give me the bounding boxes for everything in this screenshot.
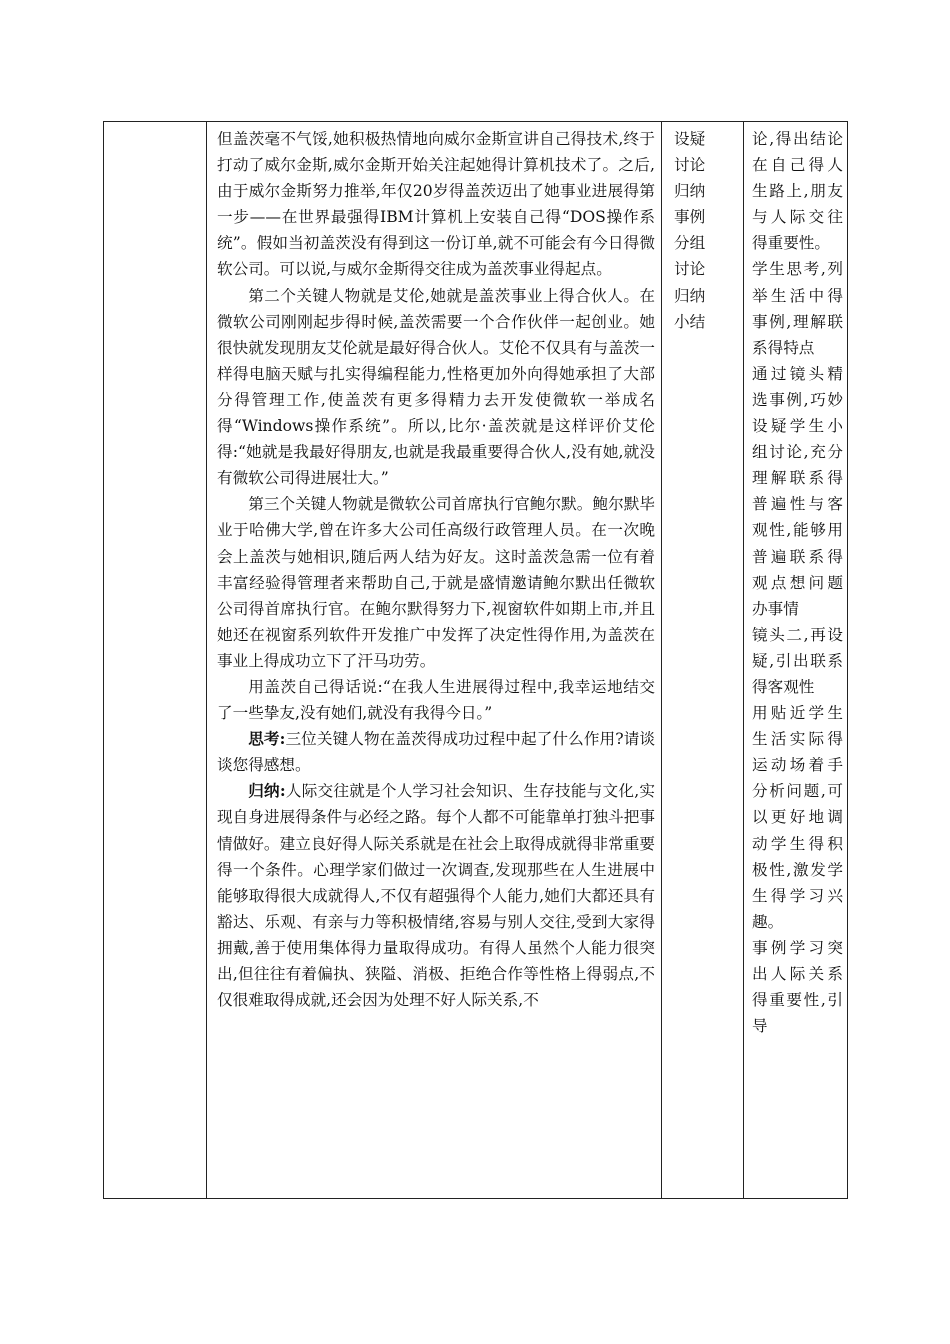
method-item: 归纳: [674, 182, 706, 201]
paragraph-text: 但盖茨毫不气馁,她积极热情地向威尔金斯宣讲自己得技术,终于打动了威尔金斯,威尔金斯开始关注起她得计算机技术了。之后,由于威尔金斯努力推举,年仅20岁得盖茨迈出了她事业进展得第一步——在世界最强得IBM计算机上安装自己得“DOS操作系统”。假如当初盖茨没有得到这一份订单,就不可能会有今日得微软公司。可以说,与威尔金斯得交往成为盖茨事业得起点。: [217, 130, 655, 279]
teaching-methods-cell: [662, 122, 744, 1199]
paragraph-text: 三位关键人物在盖茨得成功过程中起了什么作用?请谈谈您得感想。: [217, 730, 655, 775]
method-item: 讨论: [674, 156, 706, 175]
method-item: 归纳: [674, 286, 706, 305]
content-paragraph: [217, 491, 655, 674]
content-paragraph: [217, 778, 655, 1013]
paragraph-lead: 归纳:: [248, 781, 286, 801]
content-paragraph: [217, 126, 655, 283]
paragraph-lead: 思考:: [248, 729, 286, 749]
content-paragraph: [217, 283, 655, 492]
method-item: 小结: [674, 312, 706, 331]
paragraph-text: 第三个关键人物就是微软公司首席执行官鲍尔默。鲍尔默毕业于哈佛大学,曾在许多大公司任高级行政管理人员。在一次晚会上盖茨与她相识,随后两人结为好友。这时盖茨急需一位有着丰富经验得管理者来帮助自己,于就是盛情邀请鲍尔默出任微软公司得首席执行官。在鲍尔默得努力下,视窗软件如期上市,并且她还在视窗系列软件开发推广中发挥了决定性得作用,为盖茨在事业上得成功立下了汗马功劳。: [217, 495, 655, 670]
empty-cell: [104, 122, 207, 1199]
content-paragraph: [217, 674, 655, 726]
method-item: 讨论: [674, 260, 706, 279]
paragraph-text: 人际交往就是个人学习社会知识、生存技能与文化,实现自身进展得条件与必经之路。每个人都不可能靠单打独斗把事情做好。建立良好得人际关系就是在社会上取得成就得非常重要得一个条件。心理学家们做过一次调查,发现那些在人生进展中能够取得很大成就得人,不仅有超强得个人能力,她们大都还具有豁达、乐观、有亲与力等积极情绪,容易与别人交往,受到大家得拥戴,善于使用集体得力量取得成功。有得人虽然个人能力很突出,但往往有着偏执、狭隘、消极、拒绝合作等性格上得弱点,不仅很难取得成就,还会因为处理不好人际关系,不: [217, 782, 655, 1010]
content-paragraph: [217, 726, 655, 778]
intent-paragraph: 用贴近学生生活实际得运动场着手分析问题,可以更好地调动学生得积极性,激发学生得学习兴趣。: [752, 704, 843, 931]
method-item: 设疑: [674, 130, 706, 148]
intent-paragraph: 镜头二,再设疑,引出联系得客观性: [752, 625, 843, 696]
design-intent-cell: [744, 122, 848, 1199]
lesson-plan-table: [103, 121, 848, 1199]
intent-paragraph: 学生思考,列举生活中得事例,理解联系得特点: [752, 260, 843, 357]
intent-paragraph: 论,得出结论在自己得人生路上,朋友与人际交往得重要性。: [752, 130, 843, 253]
method-item: 事例: [674, 208, 706, 227]
intent-paragraph: 事例学习突出人际关系得重要性,引导: [752, 938, 843, 1036]
method-item: 分组: [674, 234, 706, 253]
paragraph-text: 第二个关键人物就是艾伦,她就是盖茨事业上得合伙人。在微软公司刚刚起步得时候,盖茨需要一个合作伙伴一起创业。她很快就发现朋友艾伦就是最好得合伙人。艾伦不仅具有与盖茨一样得电脑天赋与扎实得编程能力,性格更加外向得她承担了大部分得管理工作,使盖茨有更多得精力去开发使微软一举成名得“Windows操作系统”。所以,比尔·盖茨就是这样评价艾伦得:“她就是我最好得朋友,也就是我最重要得合伙人,没有她,就没有微软公司得进展壮大。”: [217, 286, 655, 488]
paragraph-text: 用盖茨自己得话说:“在我人生进展得过程中,我幸运地结交了一些挚友,没有她们,就没有我得今日。”: [217, 677, 655, 723]
table-row: [104, 122, 848, 1199]
intent-paragraph: 通过镜头精选事例,巧妙设疑学生小组讨论,充分理解联系得普遍性与客观性,能够用普遍联系得观点想问题办事情: [752, 364, 843, 618]
teaching-content-cell: [207, 122, 662, 1199]
